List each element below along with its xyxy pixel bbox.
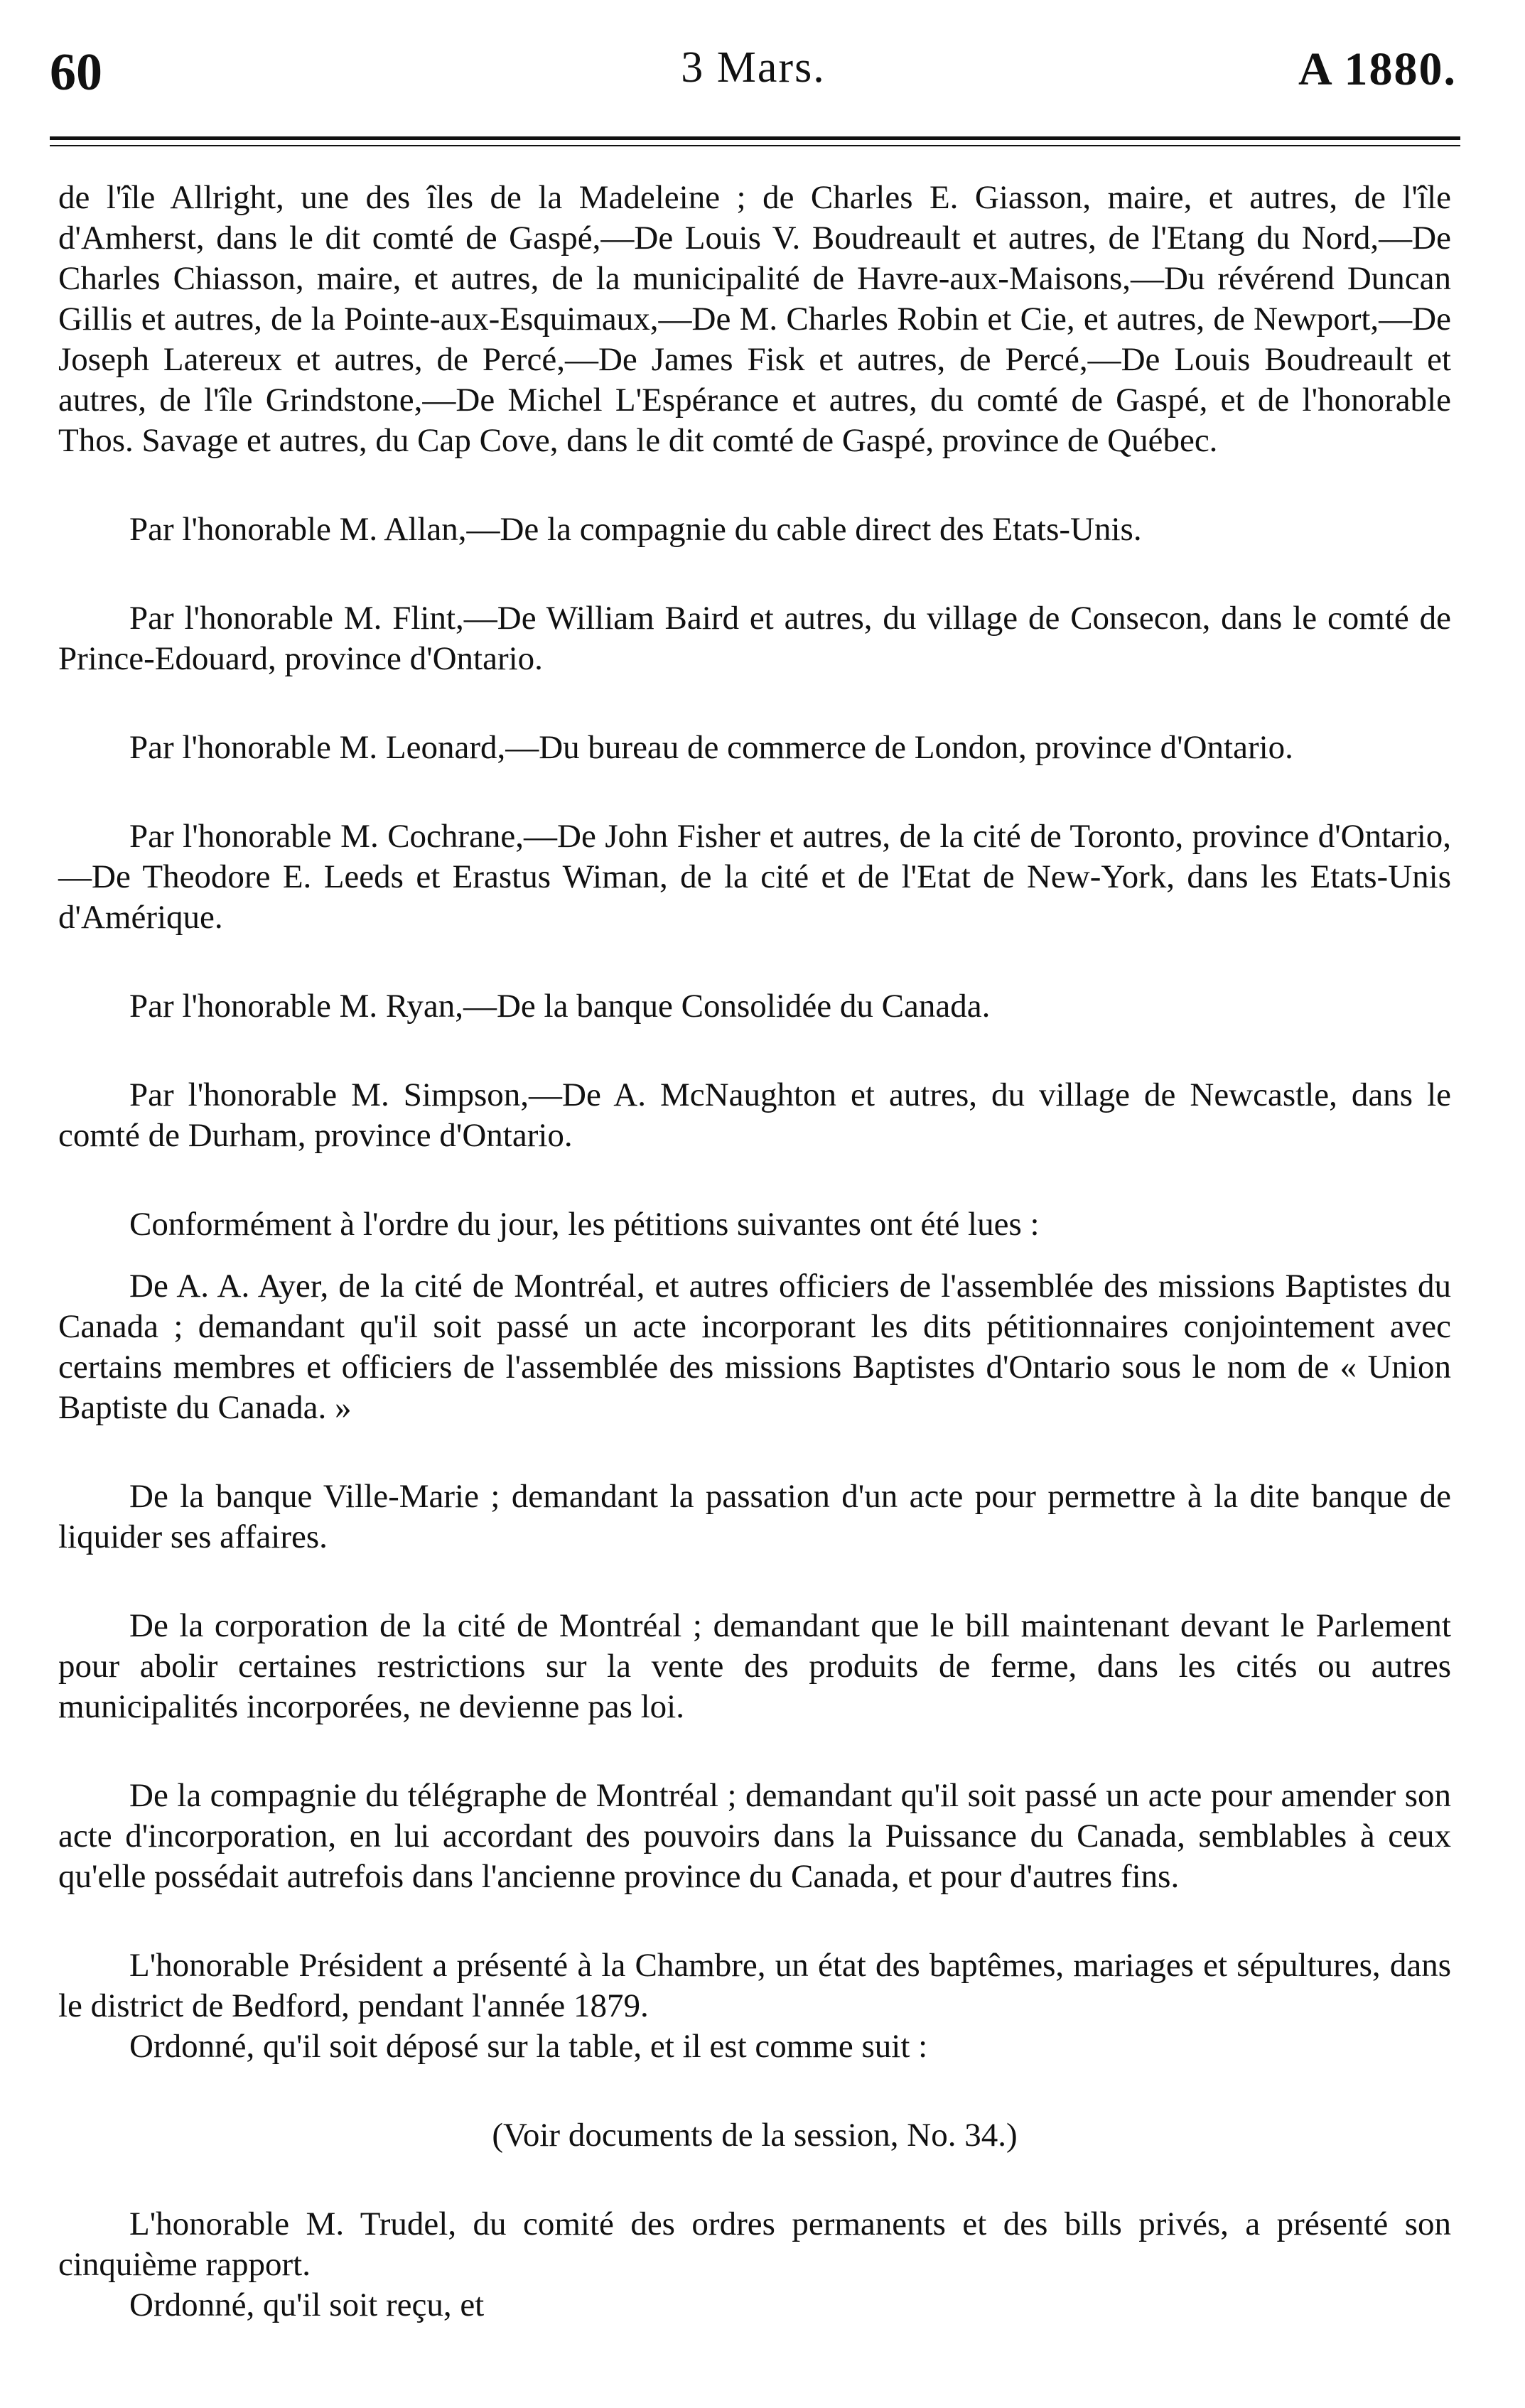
header-rule	[50, 136, 1460, 146]
petition-montreal-telegraph: De la compagnie du télégraphe de Montréal ; demandant qu'il soit passé un acte pour amender son acte d'incorporation, en lui accordant des pouvoirs dans la Puissance du Canada, semblables à ceux qu'elle possédait autrefois dans l'ancienne province du Canada, et pour d'autres fins.	[58, 1777, 1451, 1895]
petition-cochrane: Par l'honorable M. Cochrane,—De John Fisher et autres, de la cité de Toronto, province d'Ontario,—De Theodore E. Leeds et Erastus Wiman, de la cité et de l'Etat de New-York, dans les Etats-Unis d'Amérique.	[58, 818, 1451, 936]
petition-flint: Par l'honorable M. Flint,—De William Baird et autres, du village de Consecon, dans le comté de Prince-Edouard, province d'Ontario.	[58, 600, 1451, 677]
petition-list-paragraph: de l'île Allright, une des îles de la Madeleine ; de Charles E. Giasson, maire, et autres, de l'île d'Amherst, dans le dit comté de Gaspé,—De Louis V. Boudreault et autres, de l'Etang du Nord,—De Charles Chiasson, maire, et autres, de la municipalité de Havre-aux-Maisons,—Du révérend Duncan Gillis et autres, de la Pointe-aux-Esquimaux,—De M. Charles Robin et Cie, et autres, de Newport,—De Joseph Latereux et autres, de Percé,—De James Fisk et autres, de Percé,—De Louis Boudreault et autres, de l'île Grindstone,—De Michel L'Espérance et autres, du comté de Gaspé, et de l'honorable Thos. Savage et autres, du Cap Cove, dans le dit comté de Gaspé, province de Québec.	[58, 179, 1451, 459]
petition-ayer: De A. A. Ayer, de la cité de Montréal, et autres officiers de l'assemblée des missions Baptistes du Canada ; demandant qu'il soit passé un acte incorporant les dits pétitionnaires conjointement avec certains membres et officiers de l'assemblée des missions Baptistes d'Ontario sous le nom de « Union Baptiste du Canada. »	[58, 1268, 1451, 1426]
page-header	[50, 43, 1457, 107]
petition-montreal-corporation: De la corporation de la cité de Montréal ; demandant que le bill maintenant devant le Parlement pour abolir certaines restrictions sur la vente des produits de ferme, dans les cités ou autres municipalités incorporées, ne devienne pas loi.	[58, 1607, 1451, 1725]
petition-leonard: Par l'honorable M. Leonard,—Du bureau de commerce de London, province d'Ontario.	[129, 729, 1293, 766]
header-year: A 1880.	[1298, 43, 1457, 95]
order-deposit: Ordonné, qu'il soit déposé sur la table, et il est comme suit :	[129, 2028, 928, 2065]
documents-reference: (Voir documents de la session, No. 34.)	[492, 2117, 1018, 2154]
president-report: L'honorable Président a présenté à la Chambre, un état des baptêmes, mariages et sépultures, dans le district de Bedford, pendant l'année 1879.	[58, 1947, 1451, 2024]
header-date: 3 Mars.	[681, 43, 826, 92]
petition-ryan: Par l'honorable M. Ryan,—De la banque Consolidée du Canada.	[129, 988, 991, 1025]
petition-simpson: Par l'honorable M. Simpson,—De A. McNaughton et autres, du village de Newcastle, dans le comté de Durham, province d'Ontario.	[58, 1076, 1451, 1154]
petition-allan: Par l'honorable M. Allan,—De la compagnie du cable direct des Etats-Unis.	[129, 511, 1142, 548]
petitions-read-intro: Conformément à l'ordre du jour, les pétitions suivantes ont été lues :	[129, 1206, 1040, 1243]
page-number: 60	[50, 43, 102, 102]
petition-ville-marie: De la banque Ville-Marie ; demandant la passation d'un acte pour permettre à la dite banque de liquider ses affaires.	[58, 1478, 1451, 1555]
document-body	[58, 178, 1451, 2374]
order-received: Ordonné, qu'il soit reçu, et	[129, 2286, 485, 2323]
trudel-report: L'honorable M. Trudel, du comité des ordres permanents et des bills privés, a présenté son cinquième rapport.	[58, 2205, 1451, 2283]
